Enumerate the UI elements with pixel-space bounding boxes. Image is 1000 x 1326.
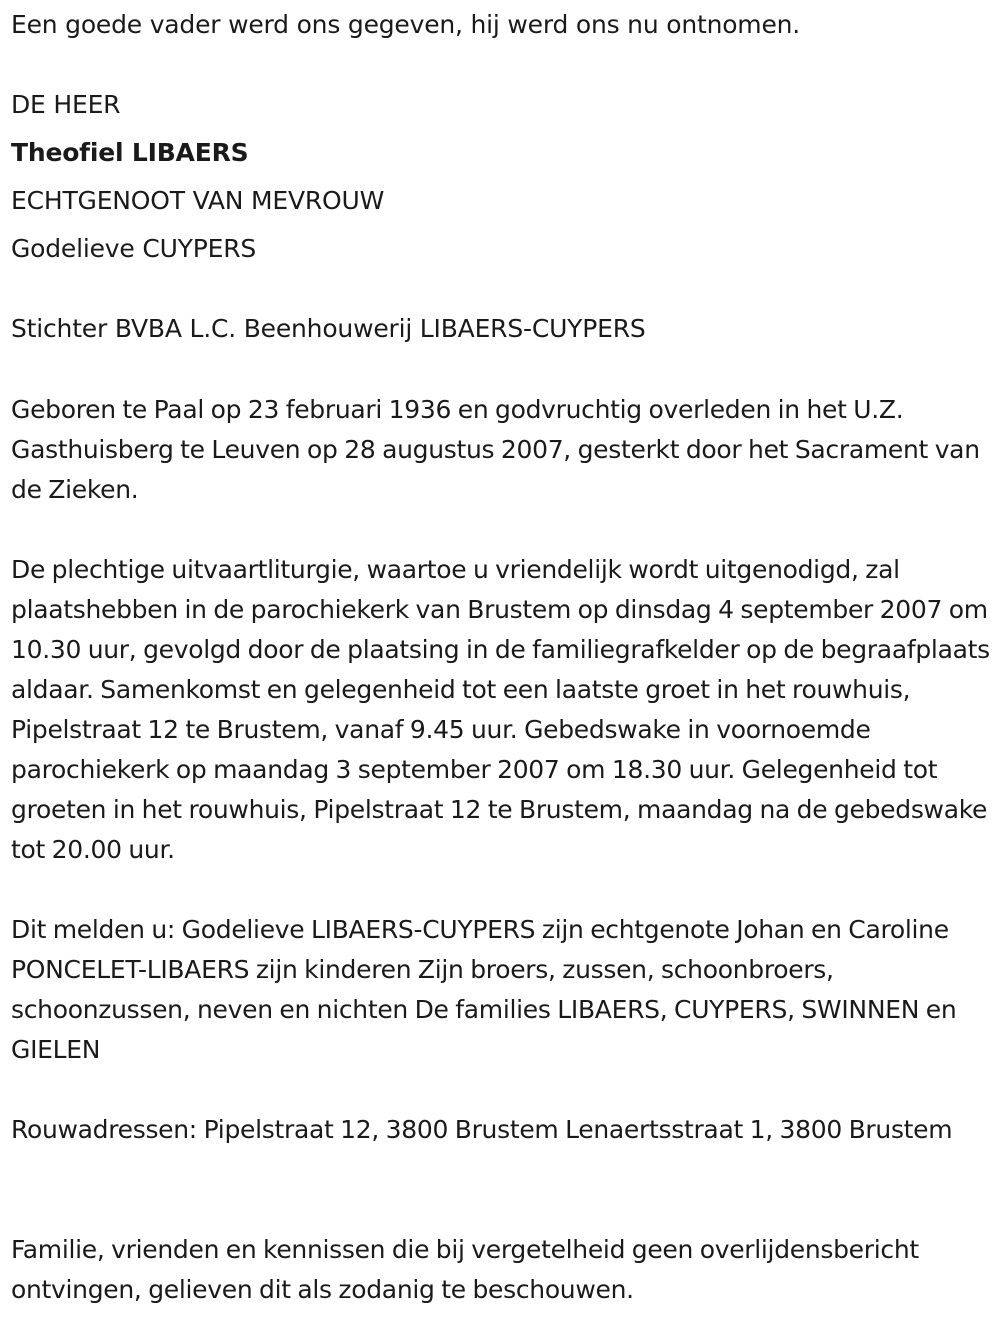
spouse-name: Godelieve CUYPERS — [11, 234, 257, 263]
spouse-label: ECHTGENOOT VAN MEVROUW — [11, 186, 385, 215]
founder-line: Stichter BVBA L.C. Beenhouwerij LIBAERS-CUYPERS — [11, 314, 646, 343]
announced-by-paragraph: Dit melden u: Godelieve LIBAERS-CUYPERS zijn echtgenote Johan en Caroline PONCELET-LIBAERS zijn kinderen Zijn broers, zussen, schoonbroers, schoonzussen, neven en nichten De families LIBAERS, CUYPERS, SWINNEN en GIELEN — [11, 915, 957, 1064]
funeral-paragraph: De plechtige uitvaartliturgie, waartoe u vriendelijk wordt uitgenodigd, zal plaatshebben in de parochiekerk van Brustem op dinsdag 4 september 2007 om 10.30 uur, gevolgd door de plaatsing in de familiegrafkelder op de begraafplaats aldaar. Samenkomst en gelegenheid tot een laatste groet in het rouwhuis, Pipelstraat 12 te Brustem, vanaf 9.45 uur. Gebedswake in voornoemde parochiekerk op maandag 3 september 2007 om 18.30 uur. Gelegenheid tot groeten in het rouwhuis, Pipelstraat 12 te Brustem, maandag na de gebedswake tot 20.00 uur. — [11, 555, 990, 864]
birth-death-paragraph: Geboren te Paal op 23 februari 1936 en godvruchtig overleden in het U.Z. Gasthuisberg te Leuven op 28 augustus 2007, gesterkt door het Sacrament van de Zieken. — [11, 395, 980, 504]
addresses-paragraph: Rouwadressen: Pipelstraat 12, 3800 Brustem Lenaertsstraat 1, 3800 Brustem — [11, 1115, 953, 1144]
closing-paragraph: Familie, vrienden en kennissen die bij vergetelheid geen overlijdensbericht ontvingen, gelieven dit als zodanig te beschouwen. — [11, 1235, 919, 1304]
deceased-name: Theofiel LIBAERS — [11, 138, 249, 167]
intro-quote: Een goede vader werd ons gegeven, hij werd ons nu ontnomen. — [11, 10, 801, 39]
title-prefix: DE HEER — [11, 90, 121, 119]
